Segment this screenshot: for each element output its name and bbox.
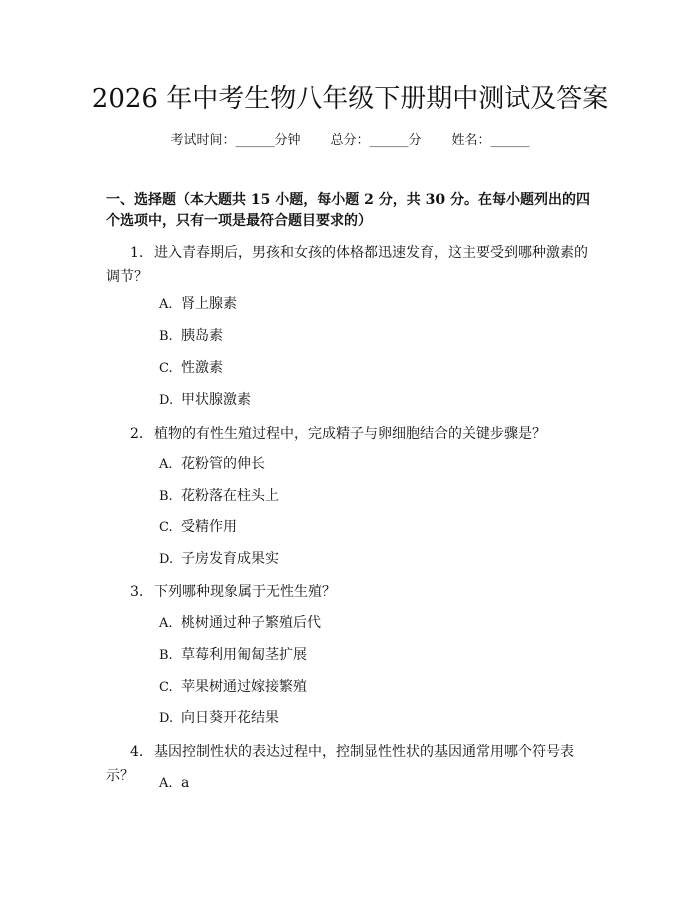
question-number: 2. bbox=[130, 426, 144, 442]
exam-time: 考试时间：______分钟 bbox=[170, 133, 301, 148]
option-text: 花粉落在柱头上 bbox=[181, 488, 279, 504]
option-1c bbox=[159, 358, 223, 379]
page-title: 2026 年中考生物八年级下册期中测试及答案 bbox=[91, 84, 609, 114]
option-letter: D. bbox=[159, 552, 174, 567]
option-letter: A. bbox=[159, 457, 173, 472]
question-3 bbox=[106, 580, 601, 604]
option-1a bbox=[159, 294, 237, 315]
exam-meta bbox=[0, 132, 700, 150]
question-1 bbox=[106, 241, 601, 289]
option-letter: C. bbox=[159, 680, 173, 695]
question-text: 下列哪种现象属于无性生殖？ bbox=[154, 584, 336, 600]
option-letter: A. bbox=[159, 616, 173, 631]
option-letter: C. bbox=[159, 361, 173, 376]
option-2a bbox=[159, 454, 265, 475]
option-2c bbox=[159, 517, 237, 538]
option-text: 花粉管的伸长 bbox=[181, 456, 265, 472]
question-2 bbox=[106, 422, 601, 446]
option-letter: D. bbox=[159, 393, 174, 408]
option-2d bbox=[159, 549, 279, 570]
option-text: 甲状腺激素 bbox=[181, 392, 251, 408]
option-text: 桃树通过种子繁殖后代 bbox=[181, 615, 321, 631]
option-text: 苹果树通过嫁接繁殖 bbox=[181, 679, 307, 695]
option-4a bbox=[159, 773, 189, 794]
option-text: 向日葵开花结果 bbox=[181, 710, 279, 726]
option-letter: B. bbox=[159, 489, 173, 504]
option-letter: B. bbox=[159, 329, 173, 344]
question-number: 1. bbox=[130, 245, 144, 261]
question-text: 基因控制性状的表达过程中，控制显性性状的基因通常用哪个符号表示？ bbox=[106, 744, 574, 784]
option-letter: A. bbox=[159, 776, 173, 791]
option-3a bbox=[159, 613, 321, 634]
option-3c bbox=[159, 677, 307, 698]
section-heading: 一、选择题（本大题共 15 小题，每小题 2 分，共 30 分。在每小题列出的四个选项中，只有一项是最符合题目要求的） bbox=[106, 192, 590, 229]
option-1d bbox=[159, 390, 251, 411]
option-2b bbox=[159, 486, 279, 507]
student-name: 姓名：______ bbox=[451, 133, 530, 148]
option-3b bbox=[159, 645, 307, 666]
question-number: 4. bbox=[130, 744, 144, 760]
option-text: 胰岛素 bbox=[181, 328, 223, 344]
question-number: 3. bbox=[130, 584, 144, 600]
option-letter: B. bbox=[159, 648, 173, 663]
question-text: 进入青春期后，男孩和女孩的体格都迅速发育，这主要受到哪种激素的调节？ bbox=[106, 245, 588, 285]
option-text: a bbox=[181, 775, 190, 791]
option-text: 子房发育成果实 bbox=[181, 551, 279, 567]
option-letter: D. bbox=[159, 711, 174, 726]
option-text: 肾上腺素 bbox=[181, 296, 237, 312]
option-1b bbox=[159, 326, 223, 347]
question-text: 植物的有性生殖过程中，完成精子与卵细胞结合的关键步骤是？ bbox=[154, 426, 546, 442]
option-text: 性激素 bbox=[181, 360, 223, 376]
option-letter: C. bbox=[159, 520, 173, 535]
option-3d bbox=[159, 708, 279, 729]
option-text: 受精作用 bbox=[181, 519, 237, 535]
option-text: 草莓利用匍匐茎扩展 bbox=[181, 647, 307, 663]
exam-score: 总分：______分 bbox=[330, 133, 422, 148]
option-letter: A. bbox=[159, 297, 173, 312]
